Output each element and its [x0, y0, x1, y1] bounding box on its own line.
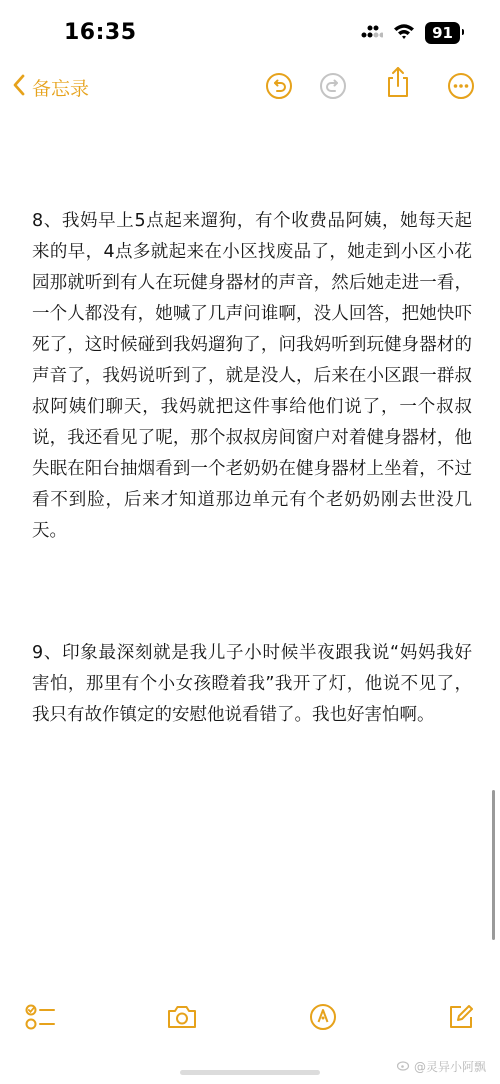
compose-icon — [447, 1003, 475, 1035]
back-button[interactable] — [12, 74, 89, 101]
camera-icon — [166, 1004, 198, 1034]
watermark-text: @灵异小阿飘 — [413, 1060, 486, 1074]
watermark — [397, 1058, 486, 1075]
bottom-toolbar — [0, 996, 500, 1046]
camera-button[interactable] — [165, 1004, 199, 1034]
compose-button[interactable] — [444, 1004, 478, 1034]
chevron-left-icon — [12, 74, 26, 101]
share-button[interactable] — [383, 69, 413, 99]
status-icons — [361, 22, 460, 44]
home-indicator — [180, 1070, 320, 1075]
checklist-icon — [25, 1003, 57, 1035]
more-button[interactable] — [446, 73, 476, 103]
more-icon — [447, 72, 475, 104]
redo-icon — [319, 72, 347, 104]
scrollbar[interactable] — [492, 790, 495, 940]
pen-tip-icon — [309, 1003, 337, 1035]
undo-icon — [265, 72, 293, 104]
weibo-icon — [397, 1059, 411, 1074]
share-icon — [385, 66, 411, 102]
wifi-icon — [393, 23, 415, 44]
cellular-signal-icon — [361, 23, 383, 43]
status-bar — [0, 0, 500, 66]
back-label: 备忘录 — [32, 78, 90, 100]
redo-button[interactable] — [318, 73, 348, 103]
checklist-button[interactable] — [24, 1004, 58, 1034]
battery-indicator: 91 — [425, 22, 460, 44]
note-paragraph: 8、我妈早上5点起来遛狗，有个收费品阿姨，她每天起来的早，4点多就起来在小区找废品了，她走到小区小花园那就听到有人在玩健身器材的声音，然后她走进一看，一个人都没有，她喊了几声问谁啊，没人回答，把她快吓死了，这时候碰到我妈遛狗了，问我妈听到玩健身器材的声音了，我妈说听到了，就是没人，后来在小区跟一群叔叔阿姨们聊天，我妈就把这件事给他们说了，一个叔叔说，我还看见了呢，那个叔叔房间窗户对着健身器材，他失眠在阳台抽烟看到一个老奶奶在健身器材上坐着，不过看不到脸，后来才知道那边单元有个老奶奶刚去世没几天。 — [32, 211, 472, 541]
note-paragraph: 9、印象最深刻就是我儿子小时候半夜跟我说“妈妈我好害怕，那里有个小女孩瞪着我”我开了灯，他说不见了，我只有故作镇定的安慰他说看错了。我也好害怕啊。 — [32, 643, 472, 725]
nav-bar — [0, 66, 500, 112]
markup-button[interactable] — [306, 1004, 340, 1034]
note-body[interactable] — [32, 206, 472, 731]
status-time: 16:35 — [64, 20, 137, 45]
undo-button[interactable] — [264, 73, 294, 103]
